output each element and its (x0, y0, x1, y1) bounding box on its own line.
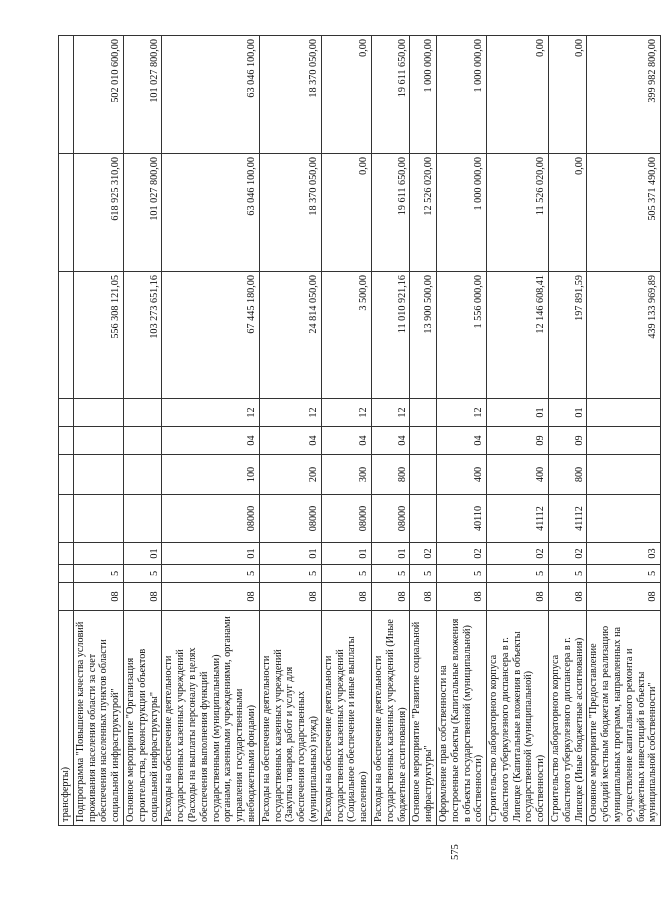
code-target (410, 495, 437, 543)
row-name: Оформление прав собственности на построенные объекты (Капитальные вложения в объекты государственной (муниципальной) собственности) (436, 611, 486, 826)
code-ministry (59, 583, 74, 611)
code-expense-type: 400 (487, 455, 549, 495)
code-subsection (587, 399, 661, 427)
code-target: 40110 (436, 495, 486, 543)
amount-year-2 (59, 154, 74, 272)
code-target (59, 495, 74, 543)
table-row (587, 36, 661, 826)
amount-year-2: 19 611 650,00 (371, 154, 409, 272)
code-subsection: 12 (436, 399, 486, 427)
code-subsection: 12 (259, 399, 321, 427)
code-section: 04 (371, 427, 409, 455)
amount-year-2: 101 027 800,00 (123, 154, 161, 272)
code-program: 5 (259, 565, 321, 583)
amount-year-2: 1 000 000,00 (436, 154, 486, 272)
table-body (59, 36, 661, 826)
amount-year-1: 556 308 121,05 (73, 272, 123, 399)
code-subsection: 12 (162, 399, 259, 427)
code-subprogram: 01 (123, 543, 161, 565)
table-row (410, 36, 437, 826)
code-section: 09 (487, 427, 549, 455)
code-target: 08000 (162, 495, 259, 543)
amount-year-1: 439 133 969,89 (587, 272, 661, 399)
amount-year-2: 0,00 (549, 154, 587, 272)
code-target (123, 495, 161, 543)
amount-year-2: 12 526 020,00 (410, 154, 437, 272)
amount-year-2: 18 370 050,00 (259, 154, 321, 272)
code-section: 04 (162, 427, 259, 455)
code-ministry: 08 (549, 583, 587, 611)
amount-year-2: 505 371 490,00 (587, 154, 661, 272)
row-name: Расходы на обеспечение деятельности государственных казенных учреждений (Расходы на выплаты персоналу в целях обеспечения выполнения функций государственными (муниципальными) органами, казенными учреждениями, органами управления государственными внебюджетными фондами) (162, 611, 259, 826)
code-program: 5 (162, 565, 259, 583)
budget-table (58, 35, 661, 826)
code-subprogram: 01 (259, 543, 321, 565)
code-expense-type: 800 (549, 455, 587, 495)
code-expense-type (59, 455, 74, 495)
table-row (321, 36, 371, 826)
code-ministry: 08 (436, 583, 486, 611)
amount-year-1: 11 010 921,16 (371, 272, 409, 399)
code-target (73, 495, 123, 543)
amount-year-3: 0,00 (321, 36, 371, 154)
amount-year-1: 103 273 651,16 (123, 272, 161, 399)
code-expense-type: 800 (371, 455, 409, 495)
table-row (371, 36, 409, 826)
row-name: Строительство лабораторного корпуса областного туберкулезного диспансера в г. Липецке (Иные бюджетные ассигнования) (549, 611, 587, 826)
code-subsection (59, 399, 74, 427)
amount-year-2: 63 046 100,00 (162, 154, 259, 272)
amount-year-1: 12 146 608,41 (487, 272, 549, 399)
code-subsection (123, 399, 161, 427)
code-expense-type (123, 455, 161, 495)
row-name: Расходы на обеспечение деятельности государственных казенных учреждений (Социальное обеспечение и иные выплаты населению) (321, 611, 371, 826)
code-section (123, 427, 161, 455)
code-subprogram: 01 (371, 543, 409, 565)
amount-year-3: 101 027 800,00 (123, 36, 161, 154)
code-subsection: 01 (487, 399, 549, 427)
row-name: трансферты) (59, 611, 74, 826)
row-name: Расходы на обеспечение деятельности государственных казенных учреждений (Иные бюджетные ассигнования) (371, 611, 409, 826)
amount-year-3: 399 982 800,00 (587, 36, 661, 154)
code-expense-type (587, 455, 661, 495)
amount-year-2: 11 526 020,00 (487, 154, 549, 272)
rotated-content (58, 36, 659, 860)
code-program: 5 (436, 565, 486, 583)
amount-year-2: 618 925 310,00 (73, 154, 123, 272)
amount-year-3: 63 046 100,00 (162, 36, 259, 154)
code-expense-type: 200 (259, 455, 321, 495)
row-name: Основное мероприятие "Развитие социальной инфраструктуры" (410, 611, 437, 826)
code-program: 5 (73, 565, 123, 583)
code-target: 08000 (259, 495, 321, 543)
code-program: 5 (410, 565, 437, 583)
amount-year-1: 1 556 000,00 (436, 272, 486, 399)
code-program: 5 (371, 565, 409, 583)
code-section (410, 427, 437, 455)
row-name: Подпрограмма "Повышение качества условий проживания населения области за счет обеспечения населенных пунктов области социальной инфраструктурой" (73, 611, 123, 826)
code-section: 04 (259, 427, 321, 455)
code-program: 5 (123, 565, 161, 583)
code-subsection (410, 399, 437, 427)
amount-year-3 (59, 36, 74, 154)
amount-year-1: 197 891,59 (549, 272, 587, 399)
amount-year-3: 0,00 (487, 36, 549, 154)
code-ministry: 08 (371, 583, 409, 611)
table-row (259, 36, 321, 826)
amount-year-1: 24 814 050,00 (259, 272, 321, 399)
table-row (549, 36, 587, 826)
code-section: 04 (321, 427, 371, 455)
amount-year-1: 13 900 500,00 (410, 272, 437, 399)
code-section (587, 427, 661, 455)
code-subprogram: 02 (549, 543, 587, 565)
code-subsection: 12 (371, 399, 409, 427)
code-expense-type: 100 (162, 455, 259, 495)
code-ministry: 08 (123, 583, 161, 611)
code-program (59, 565, 74, 583)
code-expense-type: 400 (436, 455, 486, 495)
code-target: 41112 (549, 495, 587, 543)
table-row (162, 36, 259, 826)
code-subprogram (59, 543, 74, 565)
code-ministry: 08 (73, 583, 123, 611)
row-name: Основное мероприятие "Организация строительства, реконструкции объектов социальной инфраструктуры" (123, 611, 161, 826)
code-program: 5 (321, 565, 371, 583)
code-target: 08000 (321, 495, 371, 543)
code-expense-type (73, 455, 123, 495)
code-ministry: 08 (487, 583, 549, 611)
code-subprogram: 01 (162, 543, 259, 565)
amount-year-3: 1 000 000,00 (436, 36, 486, 154)
amount-year-1 (59, 272, 74, 399)
page-number: 575 (450, 844, 461, 860)
code-subprogram: 03 (587, 543, 661, 565)
code-section: 04 (436, 427, 486, 455)
code-subprogram: 02 (487, 543, 549, 565)
amount-year-1: 3 500,00 (321, 272, 371, 399)
row-name: Строительство лабораторного корпуса областного туберкулезного диспансера в г. Липецке (Капитальные вложения в объекты государственной (муниципальной) собственности) (487, 611, 549, 826)
code-program: 5 (587, 565, 661, 583)
code-target: 08000 (371, 495, 409, 543)
table-row (436, 36, 486, 826)
code-subsection: 12 (321, 399, 371, 427)
code-subprogram: 02 (410, 543, 437, 565)
code-target (587, 495, 661, 543)
code-expense-type: 300 (321, 455, 371, 495)
code-section (59, 427, 74, 455)
code-ministry: 08 (410, 583, 437, 611)
code-section: 09 (549, 427, 587, 455)
row-name: Расходы на обеспечение деятельности государственных казенных учреждений (Закупка товаров, работ и услуг для обеспечения государственных (муниципальных) нужд) (259, 611, 321, 826)
amount-year-1: 67 445 180,00 (162, 272, 259, 399)
amount-year-3: 18 370 050,00 (259, 36, 321, 154)
code-program: 5 (487, 565, 549, 583)
row-name: Основное мероприятие "Предоставление субсидий местным бюджетам на реализацию муниципальных программ, направленных на осуществление капитального ремонта и бюджетных инвестиций в объекты муниципальной собственности" (587, 611, 661, 826)
code-subsection: 01 (549, 399, 587, 427)
amount-year-3: 0,00 (549, 36, 587, 154)
code-expense-type (410, 455, 437, 495)
table-row (487, 36, 549, 826)
amount-year-2: 0,00 (321, 154, 371, 272)
code-ministry: 08 (321, 583, 371, 611)
code-ministry: 08 (162, 583, 259, 611)
amount-year-3: 1 000 000,00 (410, 36, 437, 154)
table-row (123, 36, 161, 826)
code-subprogram: 01 (321, 543, 371, 565)
amount-year-3: 502 010 600,00 (73, 36, 123, 154)
code-target: 41112 (487, 495, 549, 543)
table-row (73, 36, 123, 826)
amount-year-3: 19 611 650,00 (371, 36, 409, 154)
code-program: 5 (549, 565, 587, 583)
code-subsection (73, 399, 123, 427)
code-subprogram (73, 543, 123, 565)
code-ministry: 08 (259, 583, 321, 611)
code-section (73, 427, 123, 455)
code-ministry: 08 (587, 583, 661, 611)
code-subprogram: 02 (436, 543, 486, 565)
table-row (59, 36, 74, 826)
